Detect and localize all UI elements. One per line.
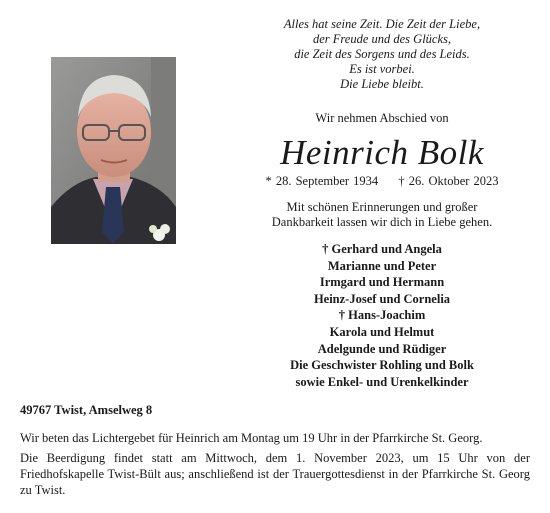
- mourners-list: [232, 241, 532, 390]
- family-address: 49767 Twist, Amselweg 8: [20, 403, 153, 417]
- mourner: Marianne und Peter: [327, 258, 437, 273]
- mourner: sowie Enkel- und Urenkelkinder: [295, 374, 469, 389]
- mourner: † Hans-Joachim: [338, 308, 426, 323]
- poem-line: Es ist vorbei.: [349, 62, 415, 76]
- mourner: Irmgard und Hermann: [319, 275, 445, 290]
- farewell-intro: Wir nehmen Abschied von: [315, 111, 449, 125]
- mourner: Karola und Helmut: [329, 324, 435, 339]
- poem: [232, 17, 532, 92]
- portrait-image: [51, 57, 176, 244]
- poem-line: Die Liebe bleibt.: [340, 77, 424, 91]
- mourner: Adelgunde und Rüdiger: [317, 341, 447, 356]
- death-date: † 26. Oktober 2023: [398, 174, 499, 188]
- deceased-name: Heinrich Bolk: [280, 133, 484, 172]
- life-dates: [232, 174, 532, 189]
- portrait-photo: [51, 57, 176, 244]
- birth-date: * 28. September 1934: [265, 174, 379, 188]
- prayer-notice: Wir beten das Lichtergebet für Heinrich am Montag um 19 Uhr in der Pfarrkirche St. Georg.: [20, 431, 483, 445]
- memory-text: [232, 200, 532, 230]
- mourner: Heinz-Josef und Cornelia: [313, 291, 451, 306]
- mourner: † Gerhard und Angela: [322, 242, 442, 256]
- mourner: Die Geschwister Rohling und Bolk: [290, 358, 474, 373]
- poem-line: die Zeit des Sorgens und des Leids.: [294, 47, 470, 61]
- memory-line: Dankbarkeit lassen wir dich in Liebe gehen.: [271, 215, 493, 229]
- poem-line: der Freude und des Glücks,: [312, 32, 452, 46]
- memory-line: Mit schönen Erinnerungen und großer: [286, 200, 478, 214]
- funeral-notice: Die Beerdigung findet statt am Mittwoch, dem 1. November 2023, um 15 Uhr von der Friedhofskapelle Twist-Bült aus; anschließend ist der Trauergottesdienst in der Pfarrkirche St. Georg zu Twist.: [20, 451, 530, 497]
- poem-line: Alles hat seine Zeit. Die Zeit der Liebe,: [283, 17, 481, 31]
